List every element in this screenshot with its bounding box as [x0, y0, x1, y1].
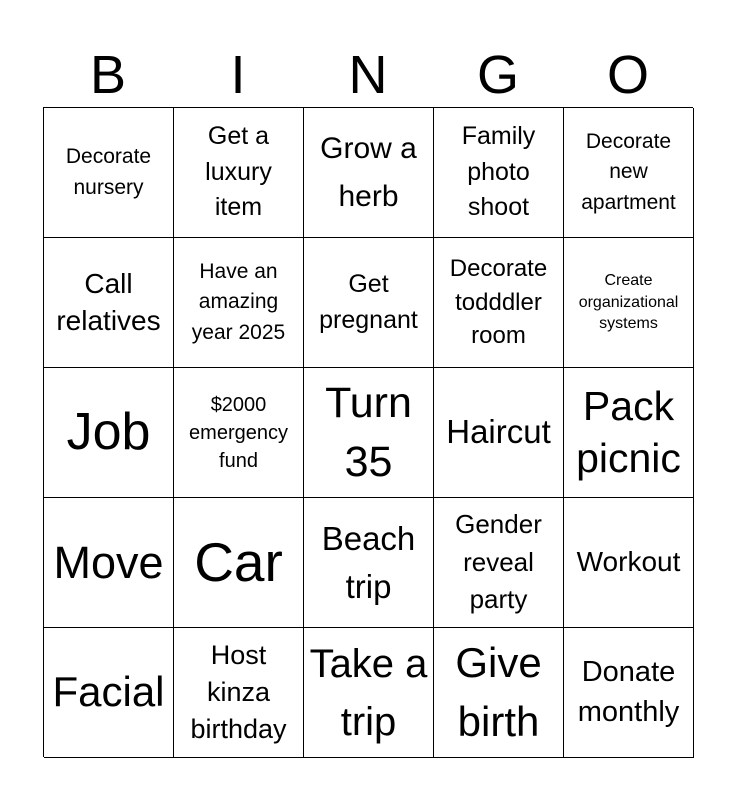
header-letter-i: I: [230, 45, 246, 105]
bingo-cell[interactable]: [304, 498, 434, 628]
bingo-cell[interactable]: [304, 368, 434, 498]
bingo-cell[interactable]: [564, 498, 694, 628]
cell-text: Have an amazing year 2025: [191, 259, 286, 344]
cell-text: Grow a herb: [320, 131, 417, 213]
cell-text: Host kinza birthday: [190, 639, 287, 745]
cell-text: Beach trip: [321, 519, 416, 605]
cell-text: Haircut: [446, 413, 551, 451]
cell-text: Take a trip: [309, 641, 428, 744]
cell-text: Facial: [52, 668, 165, 716]
bingo-cell[interactable]: [434, 238, 564, 368]
header-letter-g: G: [476, 45, 519, 105]
bingo-cell[interactable]: [564, 238, 694, 368]
bingo-cell[interactable]: [44, 628, 174, 758]
bingo-cell[interactable]: [434, 108, 564, 238]
bingo-cell[interactable]: [44, 238, 174, 368]
bingo-cell[interactable]: [174, 108, 304, 238]
bingo-cell[interactable]: [44, 108, 174, 238]
bingo-cell[interactable]: [174, 498, 304, 628]
bingo-cell[interactable]: [174, 238, 304, 368]
bingo-cell[interactable]: [174, 628, 304, 758]
bingo-cell[interactable]: [564, 368, 694, 498]
bingo-cell[interactable]: [304, 238, 434, 368]
bingo-cell[interactable]: [304, 628, 434, 758]
cell-text: Get pregnant: [319, 270, 418, 334]
bingo-cell[interactable]: [434, 498, 564, 628]
bingo-cell[interactable]: [304, 108, 434, 238]
cell-text: Decorate new apartment: [581, 129, 676, 214]
cell-text: Family photo shoot: [461, 122, 536, 222]
cell-text: Create organizational systems: [578, 272, 679, 333]
cell-text: Donate monthly: [577, 656, 680, 728]
header-letter-b: B: [89, 45, 127, 105]
cell-text: Get a luxury item: [205, 122, 272, 222]
cell-text: Pack picnic: [576, 383, 681, 481]
cell-text: Decorate nursery: [65, 145, 152, 199]
bingo-cell[interactable]: [564, 628, 694, 758]
cell-text: Turn 35: [325, 379, 412, 486]
cell-text: Decorate todddler room: [449, 255, 548, 350]
bingo-cell[interactable]: [564, 108, 694, 238]
cell-text: Gender reveal party: [455, 508, 542, 615]
cell-text: Workout: [576, 546, 681, 578]
header-letter-n: N: [348, 45, 388, 105]
bingo-cell[interactable]: [174, 368, 304, 498]
bingo-board: [43, 107, 693, 757]
cell-text: Call relatives: [56, 268, 161, 336]
bingo-cell[interactable]: [434, 368, 564, 498]
cell-text: Give birth: [455, 638, 542, 745]
cell-text: Car: [194, 531, 283, 594]
bingo-header: [43, 44, 693, 106]
cell-text: Move: [53, 536, 164, 588]
header-letter-o: O: [606, 45, 649, 105]
bingo-cell[interactable]: [44, 368, 174, 498]
bingo-cell[interactable]: [434, 628, 564, 758]
cell-text: Job: [66, 402, 151, 461]
bingo-cell[interactable]: [44, 498, 174, 628]
cell-text: $2000 emergency fund: [189, 393, 288, 472]
